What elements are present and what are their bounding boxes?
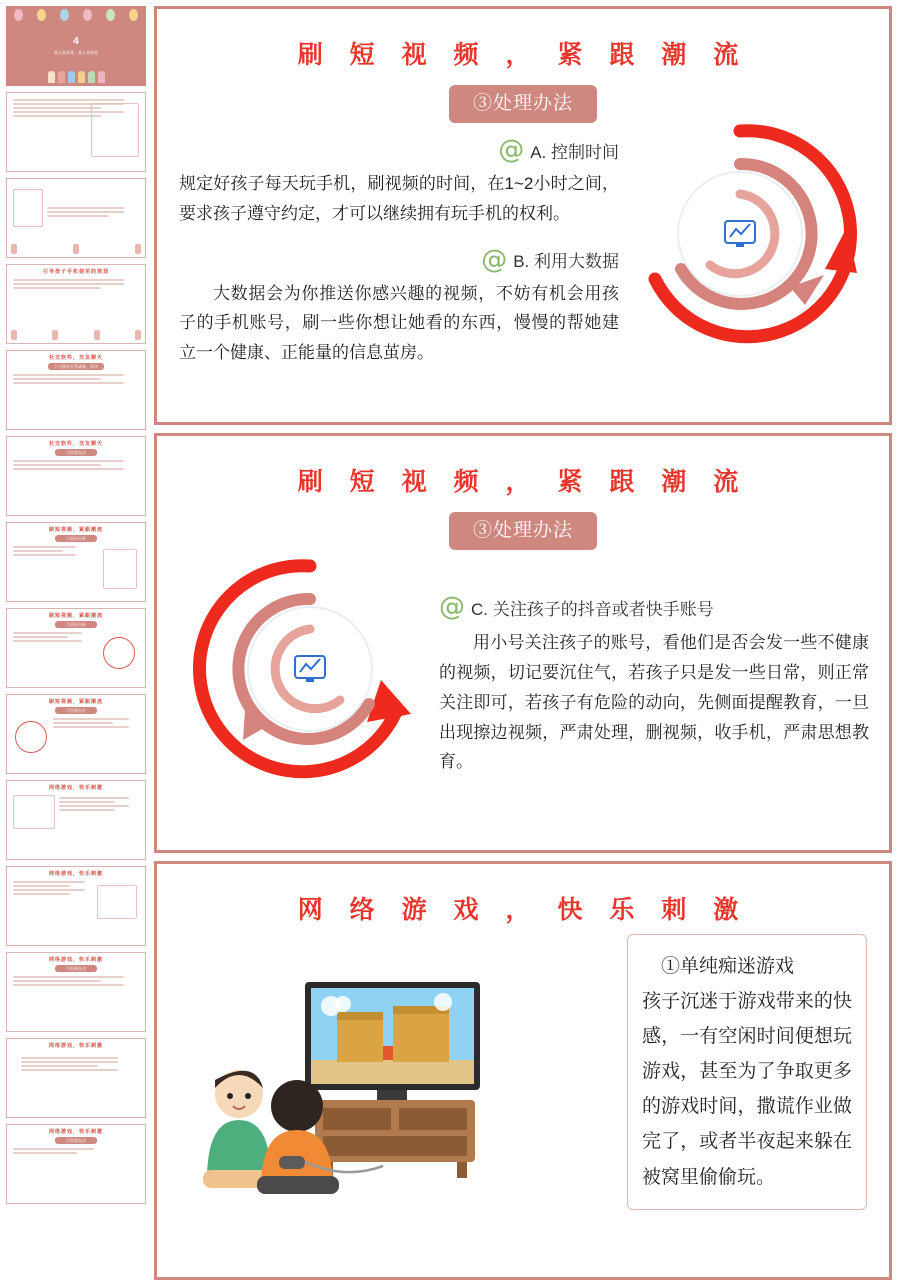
thumbnail-slide-3[interactable] bbox=[6, 178, 146, 258]
thumb-image-box bbox=[13, 795, 55, 829]
card-heading: ①单纯痴迷游戏 bbox=[661, 955, 795, 977]
slide-thumbnail-rail[interactable] bbox=[0, 0, 152, 1286]
thumbnail-slide-5[interactable] bbox=[6, 350, 146, 430]
kids-playing-video-game-illustration bbox=[187, 974, 537, 1204]
cover-subtitle: 爱人如养花，育人亦如是 bbox=[54, 49, 98, 55]
thumb-text-lines bbox=[7, 372, 145, 388]
swirl-arrow-graphic bbox=[615, 109, 865, 359]
thumbnail-slide-2[interactable] bbox=[6, 92, 146, 172]
slide-2-title: 刷 短 视 频 ， 紧 跟 潮 流 bbox=[297, 468, 749, 497]
thumb-figures bbox=[11, 244, 141, 254]
at-icon: @ bbox=[498, 135, 525, 165]
item-a-body: 规定好孩子每天玩手机，刷视频的时间，在1~2小时之间，要求孩子遵守约定，才可以继续拥有玩手机的权利。 bbox=[179, 174, 619, 223]
item-c-heading: C. 关注孩子的抖音或者快手账号 bbox=[471, 599, 714, 619]
swirl-arrow-graphic bbox=[185, 544, 435, 794]
thumb-title: 刷短视频，紧跟潮流 bbox=[48, 699, 103, 705]
thumb-badge: ③处理办法 bbox=[55, 965, 97, 972]
thumb-title: 网络游戏，快乐刺激 bbox=[48, 785, 103, 791]
thumb-figures bbox=[11, 330, 141, 340]
slide-3-title: 网 络 游 戏 ， 快 乐 刺 激 bbox=[297, 895, 749, 924]
thumb-text-lines bbox=[7, 1146, 145, 1158]
slide-2[interactable] bbox=[154, 433, 892, 852]
thumbnail-slide-9-current[interactable] bbox=[6, 694, 146, 774]
thumbnail-slide-6[interactable] bbox=[6, 436, 146, 516]
slide-1[interactable] bbox=[154, 6, 892, 425]
thumb-text-lines bbox=[7, 275, 145, 293]
thumb-badge: ②处理办法 bbox=[55, 449, 97, 456]
thumbnail-slide-12[interactable] bbox=[6, 952, 146, 1032]
thumb-swirl-icon bbox=[103, 637, 135, 669]
thumbnail-cover-slide[interactable] bbox=[6, 6, 146, 86]
thumb-text-lines bbox=[7, 974, 145, 990]
item-c-heading-row bbox=[439, 592, 869, 623]
thumb-title: 引导孩子手机使用的规划 bbox=[42, 269, 109, 275]
item-b-body: 大数据会为你推送你感兴趣的视频，不妨有机会用孩子的手机账号，刷一些你想让她看的东西，慢慢的帮她建立一个健康、正能量的信息茧房。 bbox=[179, 283, 619, 362]
thumb-badge: ③处理办法 bbox=[55, 1137, 97, 1144]
thumbnail-slide-4[interactable] bbox=[6, 264, 146, 344]
balloons-decoration bbox=[7, 9, 145, 21]
children-illustration bbox=[7, 71, 145, 83]
slide-1-content bbox=[179, 137, 619, 368]
item-a-heading-row bbox=[179, 137, 619, 163]
slide-1-title: 刷 短 视 频 ， 紧 跟 潮 流 bbox=[297, 41, 749, 69]
thumb-title: 社交软件，交友聊天 bbox=[48, 441, 103, 447]
slide-1-badge: ③处理办法 bbox=[449, 85, 597, 123]
slide-3[interactable] bbox=[154, 861, 892, 1280]
thumb-title: 刷短视频，紧跟潮流 bbox=[48, 613, 103, 619]
thumb-badge: ③处理办法 bbox=[55, 707, 97, 714]
cover-number: 4 bbox=[73, 35, 79, 47]
thumbnail-slide-7[interactable] bbox=[6, 522, 146, 602]
thumb-image-box bbox=[97, 885, 137, 919]
thumb-image-box bbox=[13, 189, 43, 227]
thumbnail-slide-14[interactable] bbox=[6, 1124, 146, 1204]
thumb-badge: ②原因分析 bbox=[55, 621, 97, 628]
at-icon: @ bbox=[481, 244, 508, 275]
thumb-title: 网络游戏，快乐刺激 bbox=[48, 957, 103, 963]
thumbnail-slide-11[interactable] bbox=[6, 866, 146, 946]
slide-list bbox=[152, 0, 900, 1286]
thumb-swirl-icon bbox=[15, 721, 47, 753]
slide-3-text-card bbox=[627, 934, 867, 1210]
thumbnail-slide-10[interactable] bbox=[6, 780, 146, 860]
slide-2-content bbox=[439, 594, 869, 777]
thumb-title: 刷短视频，紧跟潮流 bbox=[48, 527, 103, 533]
thumb-text-lines bbox=[7, 458, 145, 474]
thumb-text-lines bbox=[7, 1049, 145, 1075]
item-b-heading: B. 利用大数据 bbox=[513, 252, 619, 271]
thumb-image-box bbox=[91, 103, 139, 157]
thumb-title: 网络游戏，快乐刺激 bbox=[48, 1043, 103, 1049]
thumb-badge: ①原因分析 bbox=[55, 535, 97, 542]
thumbnail-slide-8[interactable] bbox=[6, 608, 146, 688]
card-body: 孩子沉迷于游戏带来的快感，一有空闲时间便想玩游戏，甚至为了争取更多的游戏时间，撒谎作业做完了，或者半夜起来躲在被窝里偷偷玩。 bbox=[642, 990, 852, 1188]
thumb-badge: ①与朋友关系疏离，同学 bbox=[48, 363, 104, 370]
thumb-title: 社交软件，交友聊天 bbox=[48, 355, 103, 361]
thumbnail-slide-13[interactable] bbox=[6, 1038, 146, 1118]
item-a-heading: A. 控制时间 bbox=[530, 142, 619, 162]
at-icon: @ bbox=[439, 592, 465, 623]
thumb-image-box bbox=[103, 549, 137, 589]
thumb-title: 网络游戏，快乐刺激 bbox=[48, 871, 103, 877]
item-b-heading-row bbox=[179, 244, 619, 275]
thumb-title: 网络游戏，快乐刺激 bbox=[48, 1129, 103, 1135]
slide-2-badge: ③处理办法 bbox=[449, 512, 597, 550]
item-c-body: 用小号关注孩子的账号，看他们是否会发一些不健康的视频，切记要沉住气，若孩子只是发一些日常，则正常关注即可，若孩子有危险的动向，先侧面提醒教育，一旦出现擦边视频，严肃处理，删视频，收手机，严肃思想教育。 bbox=[439, 633, 869, 772]
